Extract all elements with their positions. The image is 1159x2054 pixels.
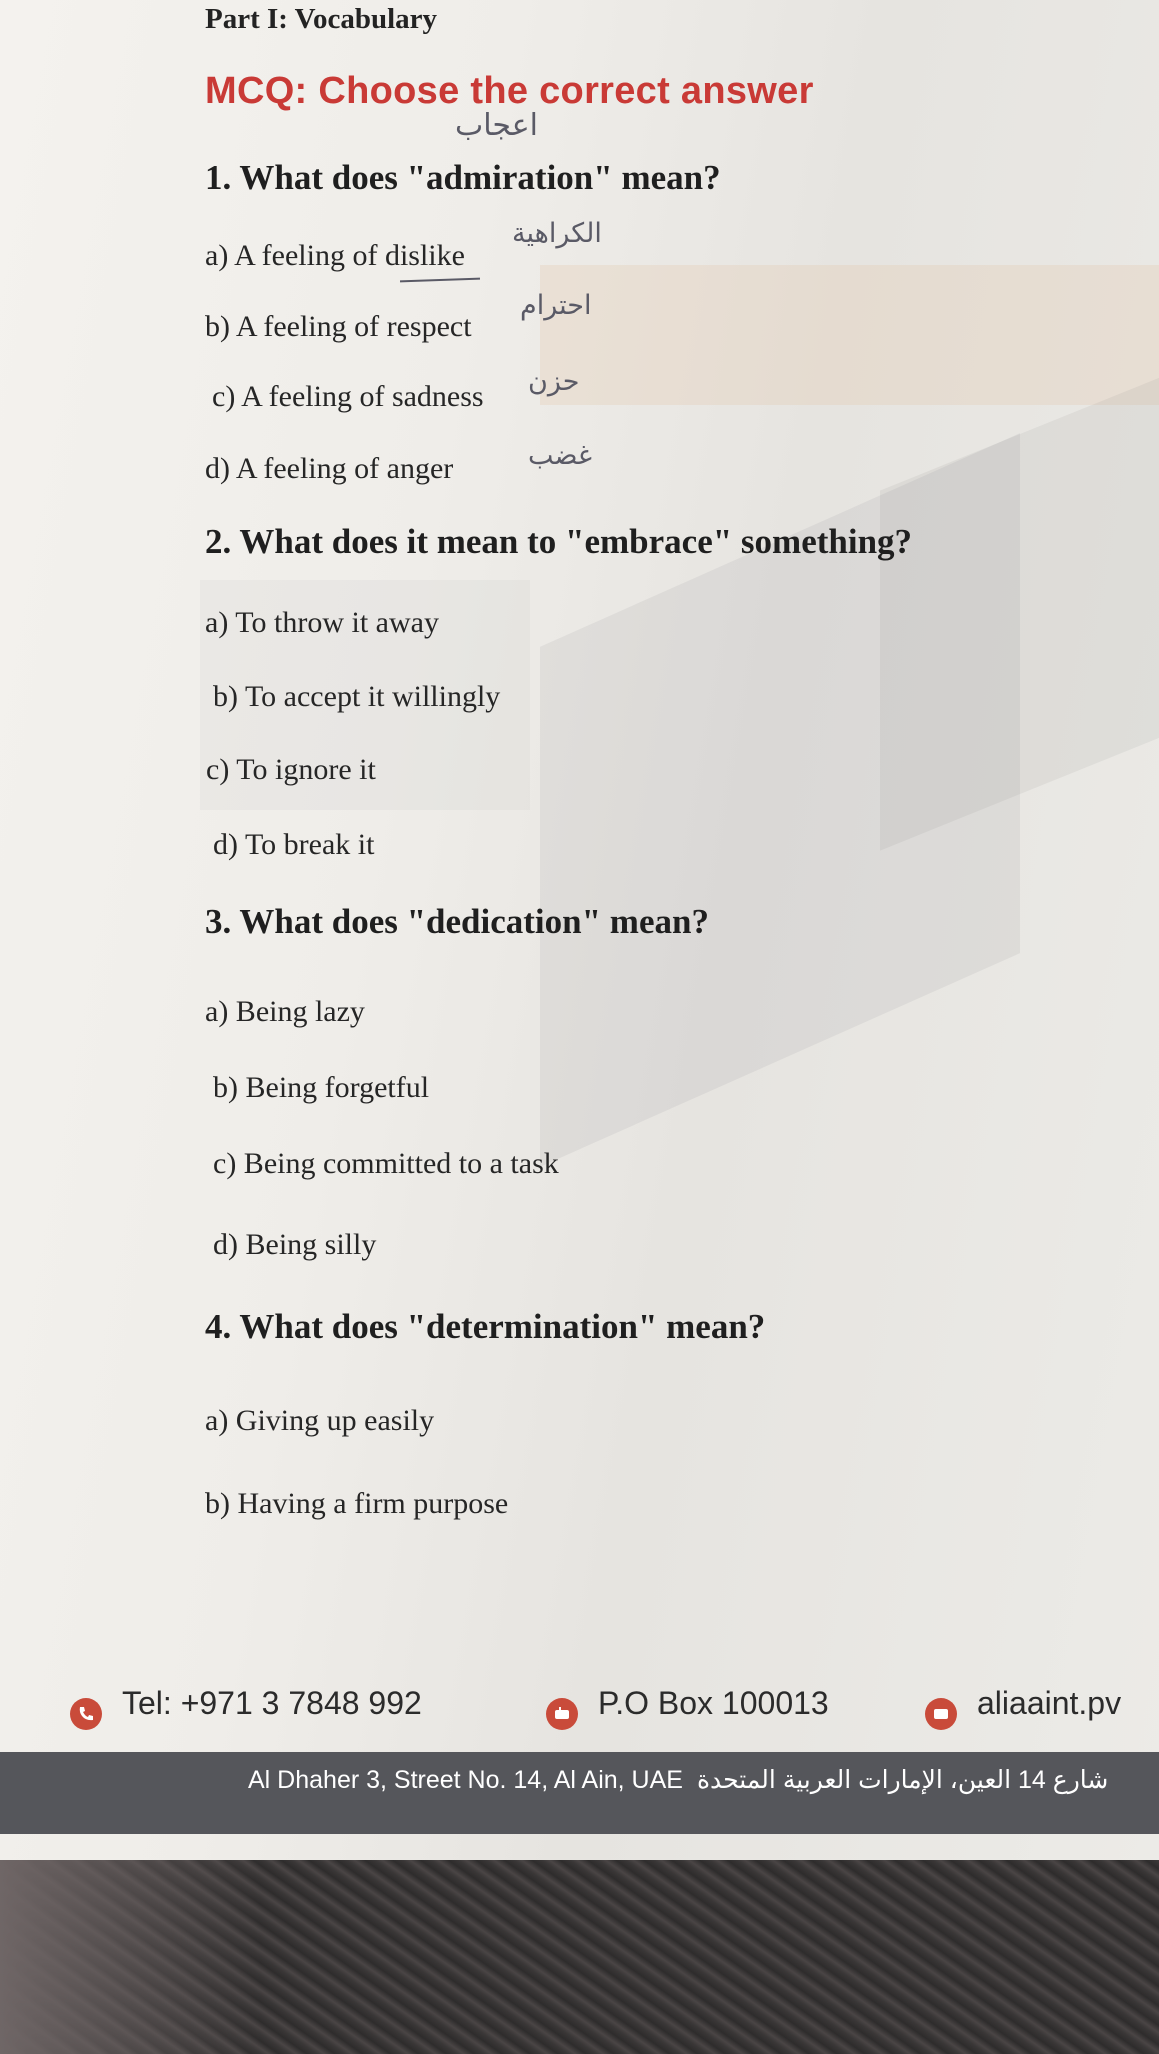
footer-address-ar: شارع 14 العين، الإمارات العربية المتحدة: [696, 1766, 1109, 1794]
q3-option-b[interactable]: b) Being forgetful: [213, 1071, 430, 1104]
phone-icon: [70, 1698, 102, 1730]
question-1: 1. What does "admiration" mean?: [205, 158, 721, 197]
part-title: Part I: Vocabulary: [205, 3, 437, 35]
q2-option-b[interactable]: b) To accept it willingly: [213, 680, 501, 713]
q1-option-c-note: حزن: [528, 366, 580, 397]
q1-option-a[interactable]: a) A feeling of dislike: [205, 239, 465, 272]
footer-address: [248, 1765, 1108, 1795]
question-4: 4. What does "determination" mean?: [205, 1307, 766, 1346]
q4-option-a[interactable]: a) Giving up easily: [205, 1404, 435, 1437]
question-3: 3. What does "dedication" mean?: [205, 902, 709, 941]
web-icon: [925, 1698, 957, 1730]
footer-po-box: P.O Box 100013: [598, 1685, 829, 1721]
q1-option-d[interactable]: d) A feeling of anger: [205, 452, 454, 485]
mailbox-icon: [546, 1698, 578, 1730]
q3-option-a[interactable]: a) Being lazy: [205, 995, 365, 1028]
q2-option-d[interactable]: d) To break it: [213, 828, 375, 861]
footer-website[interactable]: aliaaint.pv: [977, 1685, 1122, 1721]
q3-option-d[interactable]: d) Being silly: [213, 1228, 377, 1261]
q1-option-b-note: احترام: [520, 290, 592, 321]
q3-option-c[interactable]: c) Being committed to a task: [213, 1147, 559, 1180]
instruction-heading: MCQ: Choose the correct answer: [205, 70, 814, 112]
q1-option-a-note: الكراهية: [512, 218, 602, 249]
handwritten-header-note: اعجاب: [455, 108, 538, 143]
q1-option-d-note: غضب: [528, 440, 593, 471]
q2-option-c[interactable]: c) To ignore it: [206, 753, 376, 786]
q2-option-a[interactable]: a) To throw it away: [205, 606, 439, 639]
q1-option-c[interactable]: c) A feeling of sadness: [212, 380, 484, 413]
footer-tel[interactable]: Tel: +971 3 7848 992: [122, 1685, 422, 1721]
question-2: 2. What does it mean to "embrace" something?: [205, 522, 913, 561]
q1-option-b[interactable]: b) A feeling of respect: [205, 310, 472, 343]
q4-option-b[interactable]: b) Having a firm purpose: [205, 1487, 509, 1520]
footer-address-en: Al Dhaher 3, Street No. 14, Al Ain, UAE: [248, 1766, 683, 1794]
